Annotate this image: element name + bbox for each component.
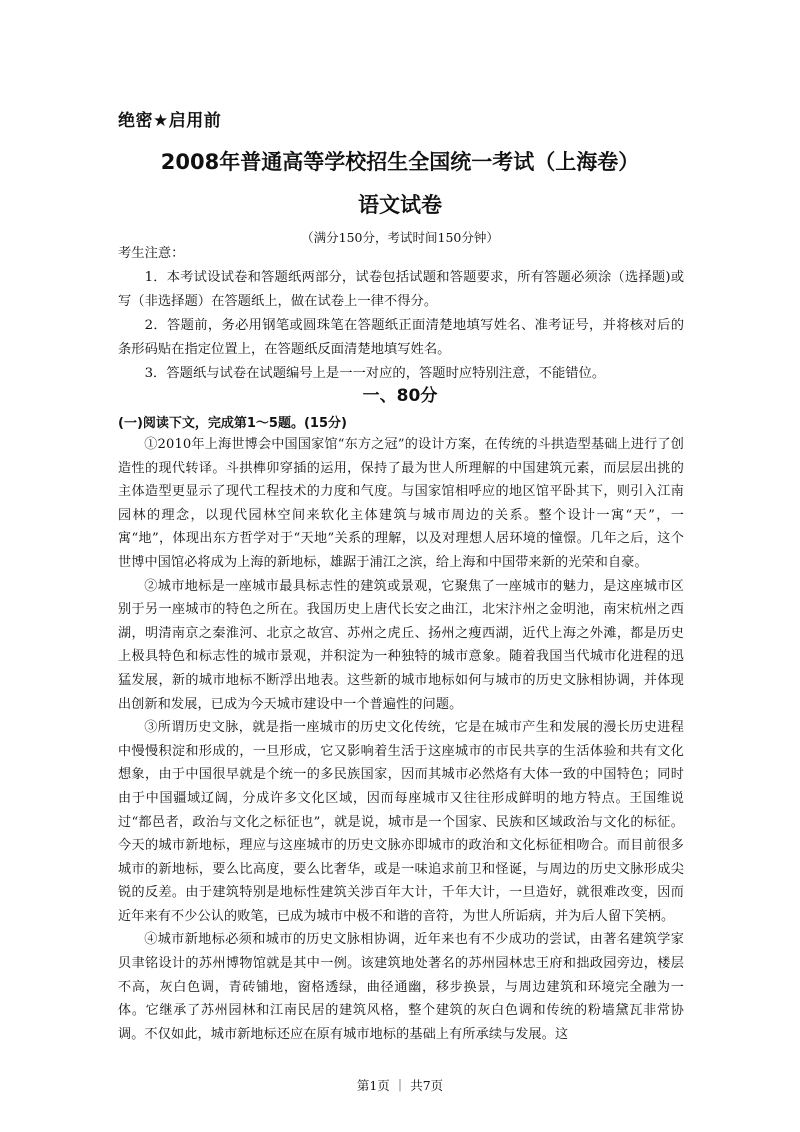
exam-title: 2008年普通高等学校招生全国统一考试（上海卷） bbox=[160, 150, 640, 174]
article-paragraph: ②城市地标是一座城市最具标志性的建筑或景观，它聚焦了一座城市的魅力，是这座城市区别于另一座城市的特色之所在。我国历史上唐代长安之曲江，北宋汴州之金明池，南宋杭州之西湖，明清南京之秦淮河、北京之故宫、苏州之虎丘、扬州之瘦西湖，近代上海之外滩，都是历史上极具特色和标志性的城市景观，并积淀为一种独特的城市意象。随着我国当代城市化进程的迅猛发展，新的城市地标不断浮出地表。这些新的城市地标如何与城市的历史文脉相协调，并体现出创新和发展，已成为今天城市建设中一个普遍性的问题。 bbox=[118, 578, 684, 712]
article-paragraph: ④城市新地标必须和城市的历史文脉相协调，近年来也有不少成功的尝试，由著名建筑学家贝聿铭设计的苏州博物馆就是其中一例。该建筑地处著名的苏州园林忠王府和拙政园旁边，楼层不高，灰白色调，青砖铺地，窗格透绿，曲径通幽，移步换景，与周边建筑和环境完全融为一体。它继承了苏州园林和江南民居的建筑风格，整个建筑的灰白色调和传统的粉墙黛瓦非常协调。不仅如此，城市新地标还应在原有城市地标的基础上有所承续与发展。这 bbox=[118, 932, 684, 1042]
reading-article bbox=[118, 433, 684, 1046]
notice-block bbox=[118, 242, 684, 386]
section-title: 一、80分 bbox=[362, 386, 438, 406]
notice-item: 2．答题前，务必用钢笔或圆珠笔在答题纸正面清楚地填写姓名、准考证号，并将核对后的条形码贴在指定位置上，在答题纸反面清楚地填写姓名。 bbox=[118, 318, 684, 357]
notice-heading: 考生注意： bbox=[118, 246, 185, 261]
notice-item: 3．答题纸与试卷在试题编号上是一一对应的，答题时应特别注意，不能错位。 bbox=[144, 366, 606, 381]
exam-subject-title: 语文试卷 bbox=[358, 193, 442, 217]
article-paragraph: ③所谓历史文脉，就是指一座城市的历史文化传统，它是在城市产生和发展的漫长历史进程中慢慢积淀和形成的，一旦形成，它又影响着生活于这座城市的市民共享的生活体验和共有文化想象，由于中国很早就是个统一的多民族国家，因而其城市必然烙有大体一致的中国特色；同时由于中国疆域辽阔，分成许多文化区域，因而每座城市又往往形成鲜明的地方特点。王国维说过“都邑者，政治与文化之标征也”，就是说，城市是一个国家、民族和区域政治与文化的标征。今天的城市新地标，理应与这座城市的历史文脉亦即城市的政治和文化标征相吻合。而目前很多城市的新地标，要么比高度，要么比奢华，或是一味追求前卫和怪诞，与周边的历史文脉形成尖锐的反差。由于建筑特别是地标性建筑关涉百年大计，千年大计，一旦造好，就很难改变，因而近年来有不少公认的败笔，已成为城市中极不和谐的音符，为世人所诟病，并为后人留下笑柄。 bbox=[118, 720, 684, 924]
question-heading: (一)阅读下文，完成第1～5题。(15分) bbox=[118, 416, 347, 431]
notice-item: 1．本考试设试卷和答题纸两部分，试卷包括试题和答题要求，所有答题必须涂（选择题)或写（非选择题）在答题纸上，做在试卷上一律不得分。 bbox=[118, 270, 684, 309]
page-number: 第1页 ｜ 共7页 bbox=[356, 1078, 444, 1093]
secret-label: 绝密★启用前 bbox=[118, 111, 222, 131]
article-paragraph: ①2010年上海世博会中国国家馆“东方之冠”的设计方案，在传统的斗拱造型基础上进行了创造性的现代转译。斗拱榫卯穿插的运用，保持了最为世人所理解的中国建筑元素，而层层出挑的主体造型更显示了现代工程技术的力度和气度。与国家馆相呼应的地区馆平卧其下，则引入江南园林的理念，以现代园林空间来软化主体建筑与城市周边的关系。整个设计一寓“天”，一寓“地”，体现出东方哲学对于“天地”关系的理解，以及对理想人居环境的憧憬。几年之后，这个世博中国馆必将成为上海的新地标，雄踞于浦江之滨，给上海和中国带来新的光荣和自豪。 bbox=[118, 437, 684, 570]
exam-info: （满分150分，考试时间150分钟） bbox=[301, 230, 499, 245]
